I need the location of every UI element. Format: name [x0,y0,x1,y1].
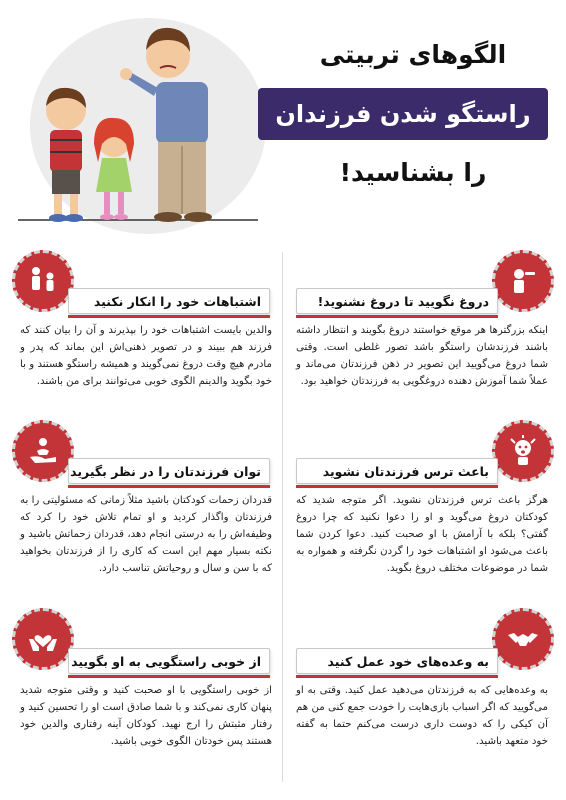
card-3-heading [68,458,270,484]
column-divider [282,252,283,782]
card-2-underline [296,315,498,318]
card-5-body: از خوبی راستگویی با او صحبت کنید و وقتی متوجه شدید پنهان کاری نمی‌کند و با شما صادق است او را تحسین کنید و رفتار مثبتش را ارج نهید. کودکان آینه رفتاری والدین خود هستند پس خودتان الگوی خوبی باشید. [20,685,272,747]
card-5-underline [68,675,270,678]
title-banner [258,88,548,140]
card-3-heading-text: توان فرزندتان را در نظر بگیرید [70,463,261,479]
card-4-heading [296,458,498,484]
parent-children-icon [12,250,74,312]
card-6-body: به وعده‌هایی که به فرزندتان می‌دهید عمل کنید. وقتی به او می‌گویید که اگر اسباب بازی‌هایت را خودت جمع کنی من هم آن کیکی را که دوست داری درست می‌کنم حتما به گفته خود متعهد باشید. [296,685,548,747]
heart-hands-icon [12,608,74,670]
card-2-body: اینکه بزرگترها هر موقع خواستند دروغ بگویند و انتظار داشته باشند فرزندشان راستگو باشد تصور غلطی است. وقتی شما دروغ می‌گویید این تصویر در ذهن فرزندتان می‌ماند و عملاً شما آموزش دهنده دروغگویی به فرزندتان خواهید بود. [296,325,548,387]
card-4-underline [296,485,498,488]
card-3-underline [68,485,270,488]
lying-person-icon [492,250,554,312]
card-1-heading [68,288,270,314]
card-6-underline [296,675,498,678]
scared-child-icon [492,420,554,482]
card-3-body: قدردان زحمات کودکتان باشید مثلاً زمانی که مسئولیتی را به فرزندتان واگذار کردید و او تمام تلاش خود را کرد که وظیفه‌اش را به درستی انجام دهد، قدردان زحماتش باشید و نکته بسیار مهم این است که کاری را از فرزندتان بخواهید که با سن و سال و روحیاتش تناسب دارد. [20,495,272,574]
card-6-heading [296,648,498,674]
card-4-heading-text: باعث ترس فرزندتان نشوید [322,463,489,479]
title-line-1: الگوهای تربیتی [319,40,507,69]
card-1-underline [68,315,270,318]
card-1-body: والدین بایست اشتباهات خود را بپذیرند و آن را بیان کنند که فرزند هم ببیند و در تصویر ذهنی‌اش این بماند که پدر و مادرم هیچ وقت دروغ نمی‌گویند و همیشه راستگو هستند و با خود بگوید والدینم الگوی خوبی می‌توانند برای من باشند. [20,325,272,387]
card-2-heading-text: دروغ نگویید تا دروغ نشنوید! [317,293,489,309]
handshake-icon [492,608,554,670]
care-hand-icon [12,420,74,482]
father-scolding-children-illustration [8,6,270,234]
card-6-heading-text: به وعده‌های خود عمل کنید [327,653,489,669]
title-line-3: را بشناسید! [339,158,487,187]
card-5-heading [68,648,270,674]
card-5-heading-text: از خوبی راستگویی به او بگویید [71,653,261,669]
card-2-heading [296,288,498,314]
card-4-body: هرگز باعث ترس فرزندتان نشوید. اگر متوجه شدید که کودکتان دروغ می‌گوید و او را دعوا نکنید که چرا دروغ گفتی؟ بلکه با آرامش با او صحبت کنید. دعوا کردن شما باعث می‌شود او اشتباهات خود را گردن نگرفته و همواره به شما در موضوعات مختلف دروغ بگوید. [296,495,548,574]
title-banner-text: راستگو شدن فرزندان [275,100,531,128]
card-1-heading-text: اشتباهات خود را انکار نکنید [93,293,261,309]
